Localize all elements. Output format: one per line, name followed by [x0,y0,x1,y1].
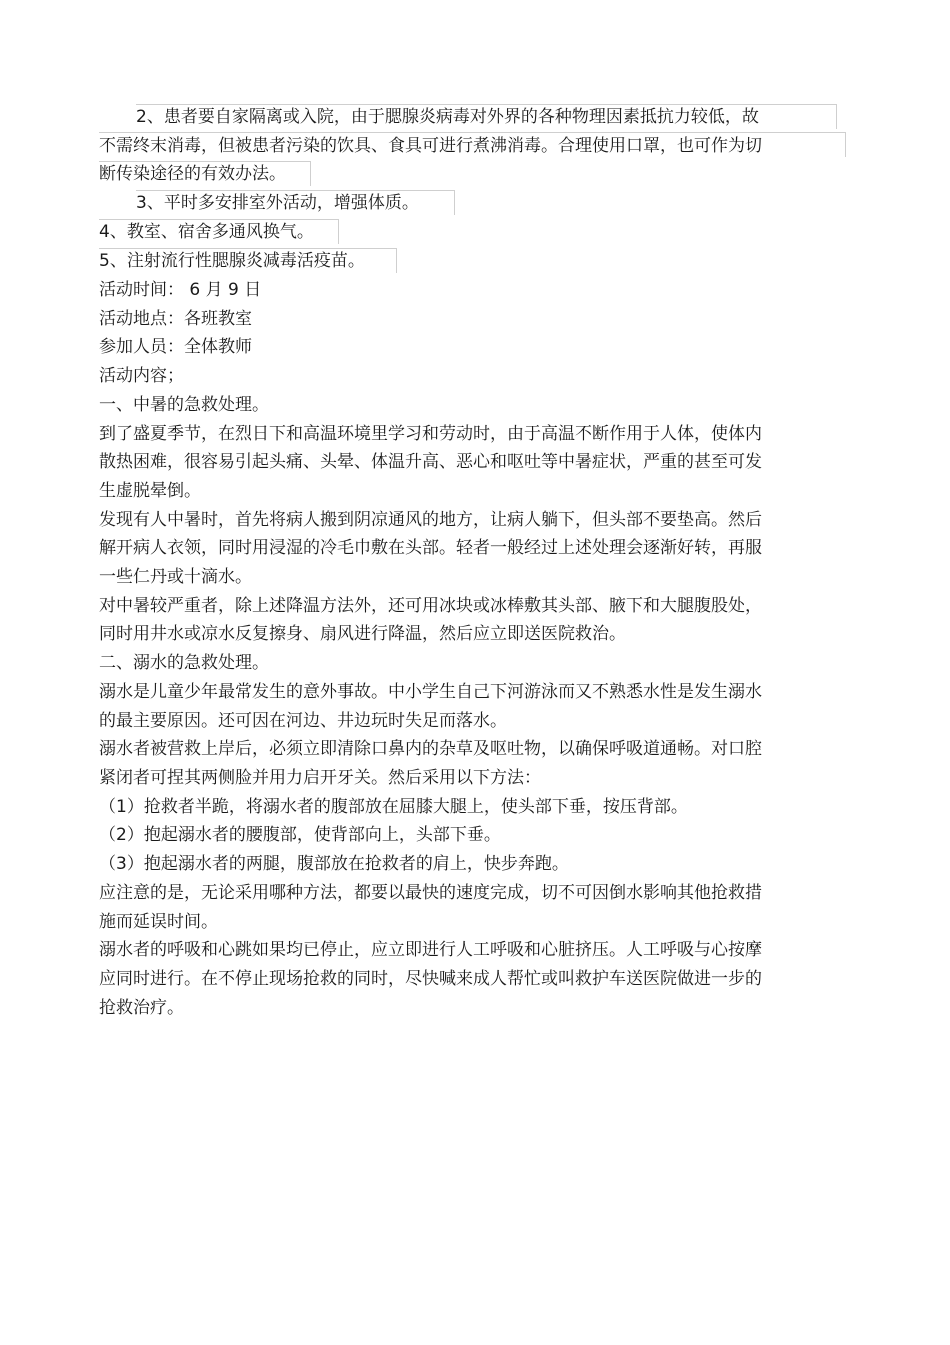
text-line: 5、注射流行性腮腺炎减毒活疫苗。 [99,251,365,271]
text-line: 解开病人衣领，同时用浸湿的冷毛巾敷在头部。轻者一般经过上述处理会逐渐好转，再服 [99,538,762,558]
text-line: 散热困难，很容易引起头痛、头晕、体温升高、恶心和呕吐等中暑症状，严重的甚至可发 [99,452,762,472]
list-item: （3）抱起溺水者的两腿，腹部放在抢救者的肩上，快步奔跑。 [99,854,569,874]
section-heading-drowning: 二、溺水的急救处理。 [99,653,269,673]
activity-content-label: 活动内容； [99,366,184,386]
text-line: 应同时进行。在不停止现场抢救的同时，尽快喊来成人帮忙或叫救护车送医院做进一步的 [99,969,762,989]
text-line: 应注意的是，无论采用哪种方法，都要以最快的速度完成，切不可因倒水影响其他抢救措 [99,883,762,903]
text-line: 生虚脱晕倒。 [99,481,201,501]
list-item: （2）抱起溺水者的腰腹部，使背部向上，头部下垂。 [99,825,501,845]
text-line: 施而延误时间。 [99,912,218,932]
text-line: 发现有人中暑时，首先将病人搬到阴凉通风的地方，让病人躺下，但头部不要垫高。然后 [99,510,762,530]
text-line: 溺水者被营救上岸后，必须立即清除口鼻内的杂草及呕吐物，以确保呼吸道通畅。对口腔 [99,739,762,759]
text-line: 紧闭者可捏其两侧脸并用力启开牙关。然后采用以下方法： [99,768,541,788]
text-line: 的最主要原因。还可因在河边、井边玩时失足而落水。 [99,711,507,731]
section-heading-heatstroke: 一、中暑的急救处理。 [99,395,269,415]
text-line: 同时用井水或凉水反复擦身、扇风进行降温，然后应立即送医院救治。 [99,624,626,644]
text-line: 4、教室、宿舍多通风换气。 [99,222,314,242]
text-line: 2、患者要自家隔离或入院，由于腮腺炎病毒对外界的各种物理因素抵抗力较低，故 [136,107,759,127]
activity-time: 活动时间： 6 月 9 日 [99,280,262,300]
list-item: （1）抢救者半跪，将溺水者的腹部放在屈膝大腿上，使头部下垂，按压背部。 [99,797,688,817]
text-line: 断传染途径的有效办法。 [99,164,286,184]
text-line: 抢救治疗。 [99,998,184,1018]
activity-location: 活动地点：各班教室 [99,309,252,329]
text-line: 溺水者的呼吸和心跳如果均已停止，应立即进行人工呼吸和心脏挤压。人工呼吸与心按摩 [99,940,762,960]
text-line: 不需终末消毒，但被患者污染的饮具、食具可进行煮沸消毒。合理使用口罩，也可作为切 [99,136,762,156]
participants: 参加人员：全体教师 [99,337,252,357]
text-line: 溺水是儿童少年最常发生的意外事故。中小学生自己下河游泳而又不熟悉水性是发生溺水 [99,682,762,702]
text-line: 到了盛夏季节，在烈日下和高温环境里学习和劳动时，由于高温不断作用于人体，使体内 [99,424,762,444]
text-line: 3、平时多安排室外活动，增强体质。 [136,193,419,213]
text-line: 对中暑较严重者，除上述降温方法外，还可用冰块或冰棒敷其头部、腋下和大腿腹股处， [99,596,762,616]
text-line: 一些仁丹或十滴水。 [99,567,252,587]
